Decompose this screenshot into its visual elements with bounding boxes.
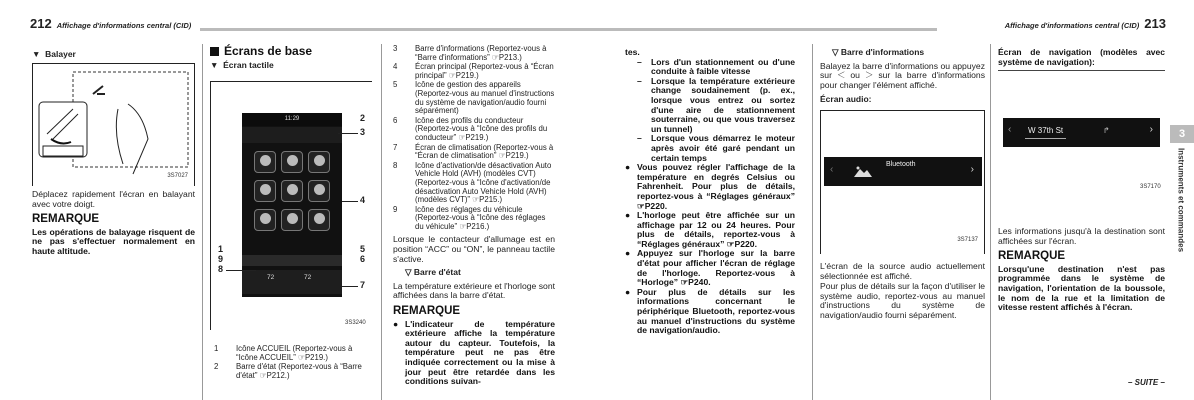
right-column-3-heading xyxy=(998,48,1165,71)
chevron-left-icon: ‹ xyxy=(830,164,834,175)
body-text: Les informations jusqu'à la destination sont affichées sur l'écran. xyxy=(998,226,1165,246)
callout-legend xyxy=(214,345,372,381)
legend-item: 4 Écran principal (Reportez-vous à “Écran principal” ☞P219.) xyxy=(393,62,554,80)
note-bullet: ● L'horloge peut être affichée sur un affichage par 12 ou 24 heures. Pour plus de détails, reportez-vous à “Réglages généraux” ☞P220. xyxy=(625,210,795,249)
callout: 4 xyxy=(360,195,366,205)
figure-code: 3S7170 xyxy=(1140,184,1161,190)
hand-swipe-drawing xyxy=(33,64,194,186)
subsection-heading: ▼ Écran tactile xyxy=(210,59,274,70)
callout: 2 xyxy=(360,113,366,123)
square-bullet-icon xyxy=(210,47,219,56)
image-icon xyxy=(854,165,872,177)
figure-heading: Écran audio: xyxy=(820,94,872,105)
right-column-2-text xyxy=(820,262,985,322)
page-number: 212 xyxy=(30,16,52,31)
legend-item: 9 Icône des réglages du véhicule (Reportez-vous à “Icône des réglages du véhicule” ☞P216.) xyxy=(393,204,546,231)
right-column-1 xyxy=(625,48,795,336)
callout: 6 xyxy=(360,254,366,264)
chapter-tab: 3 xyxy=(1170,125,1194,143)
info-bar xyxy=(242,127,342,143)
figure-code: 3S7137 xyxy=(957,237,978,244)
figure-code: 3S3240 xyxy=(345,320,366,326)
body-text: L'écran de la source audio actuellement sélectionnée est affiché. xyxy=(820,261,985,281)
legend-item: 1 Icône ACCUEIL (Reportez-vous à “Icône ACCUEIL” ☞P219.) xyxy=(214,344,353,362)
subheading: ▽ Barre d'état xyxy=(405,267,461,278)
dash-item: – Lors d'un stationnement ou d'une conduite à faible vitesse xyxy=(637,56,795,77)
column-divider xyxy=(812,44,813,400)
left-column-3 xyxy=(393,45,555,387)
right-column-2 xyxy=(820,46,985,107)
figure-heading: Écran de navigation (modèles avec système de navigation): xyxy=(998,47,1165,67)
figure-top-rule xyxy=(210,81,372,82)
continued-marker: – SUITE – xyxy=(1128,378,1165,387)
running-title: Affichage d'informations central (CID) xyxy=(1004,21,1140,30)
note-bullet: ● Pour plus de détails sur les informations concernant le périphérique Bluetooth, reportez-vous au manuel d'instructions du système de navigation/audio. xyxy=(625,286,795,336)
chevron-right-icon: › xyxy=(970,164,974,175)
running-title: Affichage d'informations central (CID) xyxy=(56,21,192,30)
note-bullet: ● Vous pouvez régler l'affichage de la température en degrés Celsius ou Fahrenheit. Pour plus de détails, reportez-vous à “Réglages généraux” ☞P220. xyxy=(625,162,795,211)
legend-item: 7 Écran de climatisation (Reportez-vous à “Écran de climatisation” ☞P219.) xyxy=(393,142,554,161)
dash-item: – Lorsque vous démarrez le moteur après avoir été garé pendant un certain temps xyxy=(637,133,795,163)
dash-item: – Lorsque la température extérieure change soudainement (p. ex., lorsque vous entrez ou sortez d'une aire de stationnement souterraine, ou que vous traversez un tunnel) xyxy=(637,75,795,134)
column-divider xyxy=(990,44,991,400)
audio-info-bar xyxy=(824,157,982,186)
chevron-left-icon: ‹ xyxy=(1008,124,1012,135)
page-number: 213 xyxy=(1144,16,1166,31)
column-divider xyxy=(381,44,382,400)
chapter-label: Instruments et commandes xyxy=(1176,148,1186,253)
figure-left-rule xyxy=(210,81,211,330)
header-rule xyxy=(200,28,597,31)
swipe-illustration xyxy=(32,63,195,186)
note-bullet: ● Appuyez sur l'horloge sur la barre d'état pour afficher l'écran de réglage de l'horloge. Reportez-vous à “Horloge” ☞P240. xyxy=(625,248,795,288)
note-bullet: ● L'indicateur de température extérieure affiche la température autour du capteur. Toutefois, la température peut ne pas être indiquée correctement ou la mise à jour peut être retardée dans les conditions suivan- xyxy=(393,318,555,387)
callout: 3 xyxy=(360,127,366,137)
note-title: REMARQUE xyxy=(32,213,100,226)
home-bar xyxy=(242,255,342,266)
callout: 1 xyxy=(218,244,224,254)
legend-item: 2 Barre d'état (Reportez-vous à “Barre d'état” ☞P212.) xyxy=(214,362,362,380)
touchscreen-illustration xyxy=(242,113,342,297)
column-divider xyxy=(202,44,203,400)
street-name: W 37th St xyxy=(1025,126,1066,139)
legend-item: 6 Icône des profils du conducteur (Reportez-vous à “Icône des profils du conducteur” ☞P219.) xyxy=(393,115,548,142)
turn-arrow-icon: ↱ xyxy=(1103,126,1110,135)
right-column-3-text xyxy=(998,227,1165,313)
note-title: REMARQUE xyxy=(393,305,461,318)
left-column-2 xyxy=(210,44,373,72)
chevron-right-icon: › xyxy=(1149,124,1153,135)
section-heading: ▼ Balayer xyxy=(32,49,76,59)
body-text: Lorsque le contacteur d'allumage est en position “ACC” ou “ON”, le panneau tactile s'active. xyxy=(393,234,555,264)
left-column-1-text xyxy=(32,190,195,257)
left-column-1 xyxy=(32,48,195,62)
audio-source-title: Bluetooth xyxy=(886,161,916,168)
body-text: Déplacez rapidement l'écran en balayant avec votre doigt. xyxy=(32,189,195,209)
climate-bar: 72 72 xyxy=(242,270,342,294)
legend-item: 8 Icône d'activation/de désactivation Auto Vehicle Hold (AVH) (modèles CVT) (Reportez-vous à “Icône d'activation/de désactivation Auto Vehicle Hold (AVH) (modèles CVT)” ☞P215.) xyxy=(393,160,552,205)
body-text: Balayez la barre d'informations ou appuyez sur ＜ ou ＞ sur la barre d'informations pour changer l'élément affiché. xyxy=(820,60,985,90)
audio-screen-figure xyxy=(820,110,985,254)
callout: 7 xyxy=(360,280,366,290)
continued-text: tes. xyxy=(625,47,640,57)
status-bar: 11:29 xyxy=(242,113,342,126)
note-text: Les opérations de balayage risquent de ne pas s'effectuer normalement en haute altitude. xyxy=(32,226,195,256)
section-title: Écrans de base xyxy=(210,47,373,57)
right-page-header xyxy=(1004,16,1166,31)
header-rule xyxy=(597,28,937,31)
navigation-info-bar xyxy=(1003,118,1160,147)
note-text: Lorsqu'une destination n'est pas programmée dans le système de navigation, l'orientation de la boussole, le nom de la rue et la limitation de vitesse restent affichés à l'écran. xyxy=(998,263,1165,313)
legend-item: 3 Barre d'informations (Reportez-vous à “Barre d'informations” ☞P213.) xyxy=(393,44,547,62)
subheading: ▽ Barre d'informations xyxy=(832,47,925,57)
body-text: Pour plus de détails sur la façon d'utiliser le système audio, reportez-vous au manuel d'instructions du système de navigation/audio fourni séparément. xyxy=(820,281,986,320)
callout: 9 xyxy=(218,254,224,264)
callout: 8 xyxy=(218,264,224,274)
legend-item: 5 Icône de gestion des appareils (Reportez-vous au manuel d'instructions du système de navigation/audio fourni séparément) xyxy=(393,80,555,116)
left-page-header xyxy=(30,16,192,31)
body-text: La température extérieure et l'horloge sont affichées dans la barre d'état. xyxy=(393,280,555,301)
note-title: REMARQUE xyxy=(998,250,1066,263)
callout: 5 xyxy=(360,244,366,254)
figure-code: 3S7027 xyxy=(167,173,188,180)
